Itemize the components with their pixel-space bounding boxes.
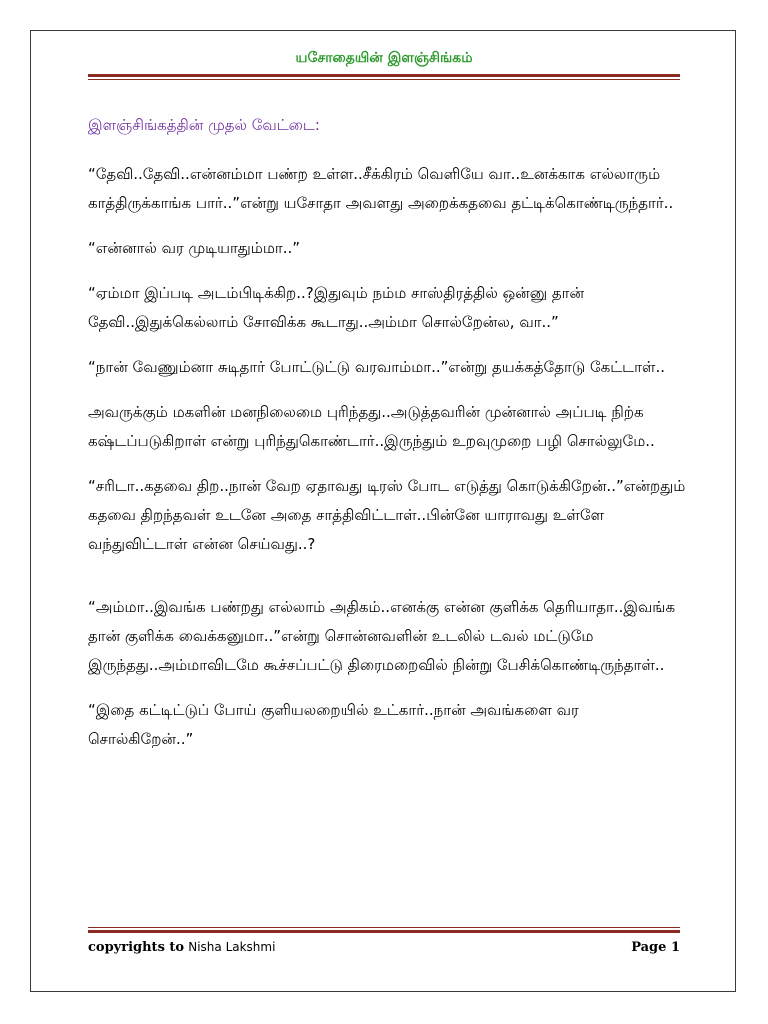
- footer-rule-thick: [88, 930, 680, 933]
- page-content: [88, 110, 688, 770]
- paragraph-2: “என்னால் வர முடியாதும்மா..”: [88, 239, 301, 257]
- page-number: Page 1: [631, 940, 680, 955]
- header-rule-thin: [88, 79, 680, 80]
- paragraph-4: “நான் வேணும்னா சுடிதார் போட்டுட்டு வரவாம்மா..”என்று தயக்கத்தோடு கேட்டாள்..: [88, 358, 666, 376]
- paragraph-8: “இதை கட்டிட்டுப் போய் குளியலறையில் உட்கார்..நான் அவங்களை வர சொல்கிறேன்..”: [88, 701, 579, 748]
- paragraph-7: “அம்மா..இவங்க பண்றது எல்லாம் அதிகம்..எனக்கு என்ன குளிக்க தெரியாதா..இவங்க தான் குளிக்க வைக்கனுமா..”என்று சொன்னவளின் உடலில் டவல் மட்டுமே இருந்தது..அம்மாவிடமே கூச்சப்பட்டு திரைமறைவில் நின்று பேசிக்கொண்டிருந்தாள்..: [88, 598, 676, 674]
- paragraph-1: “தேவி..தேவி..என்னம்மா பண்ற உள்ள..சீக்கிரம் வெளியே வா..உனக்காக எல்லாரும் காத்திருக்காங்க பார்..”என்று யசோதா அவளது அறைக்கதவை தட்டிக்கொண்டிருந்தார்..: [88, 165, 674, 212]
- paragraph-3: “ஏம்மா இப்படி அடம்பிடிக்கிற..?இதுவும் நம்ம சாஸ்திரத்தில் ஒன்னு தான் தேவி..இதுக்கெல்லாம் சோவிக்க கூடாது..அம்மா சொல்றேன்ல, வா..”: [88, 284, 585, 331]
- copyright-label: copyrights to: [88, 940, 185, 955]
- header-rule-thick: [88, 74, 680, 77]
- document-header-title: யசோதையின் இளஞ்சிங்கம்: [295, 50, 473, 66]
- paragraph-6: “சரிடா..கதவை திற..நான் வேற ஏதாவது டிரஸ் போட எடுத்து கொடுக்கிறேன்..”என்றதும் கதவை திறந்தவள் உடனே அதை சாத்திவிட்டாள்..பின்னே யாராவது உள்ளே வந்துவிட்டாள் என்ன செய்வது..?: [88, 477, 686, 553]
- footer-rule-thin: [88, 927, 680, 928]
- footer-copyright: [88, 940, 275, 955]
- section-heading: இளஞ்சிங்கத்தின் முதல் வேட்டை:: [88, 116, 320, 134]
- author-name: Nisha Lakshmi: [188, 940, 276, 954]
- paragraph-5: அவருக்கும் மகளின் மனநிலைமை புரிந்தது..அடுத்தவரின் முன்னால் அப்படி நிற்க கஷ்டப்படுகிறாள் என்று புரிந்துகொண்டார்..இருந்தும் உறவுமுறை பழி சொல்லுமே..: [88, 403, 655, 450]
